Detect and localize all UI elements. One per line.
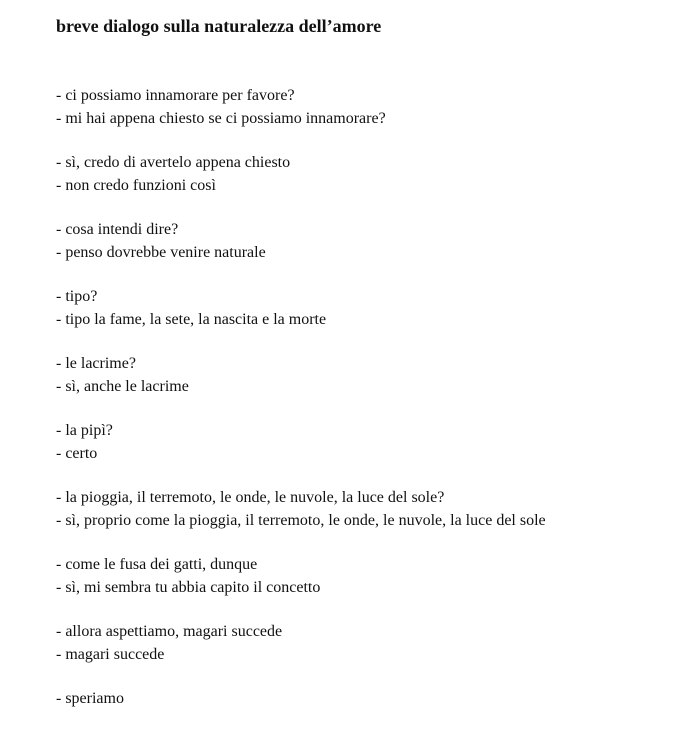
dialogue-line: - non credo funzioni così bbox=[56, 176, 216, 194]
dialogue-line: - sì, anche le lacrime bbox=[56, 377, 189, 395]
stanza bbox=[56, 219, 676, 264]
stanza bbox=[56, 487, 676, 532]
stanza bbox=[56, 621, 676, 666]
dialogue-line: - penso dovrebbe venire naturale bbox=[56, 243, 266, 261]
dialogue bbox=[56, 85, 676, 711]
stanza bbox=[56, 353, 676, 398]
dialogue-line: - allora aspettiamo, magari succede bbox=[56, 623, 283, 640]
dialogue-line: - sì, credo di avertelo appena chiesto bbox=[56, 154, 291, 171]
dialogue-line: - certo bbox=[56, 444, 98, 462]
dialogue-line: - cosa intendi dire? bbox=[56, 221, 179, 238]
dialogue-line: - ci possiamo innamorare per favore? bbox=[56, 87, 295, 104]
stanza bbox=[56, 688, 676, 711]
dialogue-line: - speriamo bbox=[56, 690, 124, 707]
dialogue-line: - tipo la fame, la sete, la nascita e la morte bbox=[56, 310, 327, 328]
document-page bbox=[56, 14, 676, 733]
dialogue-line: - la pioggia, il terremoto, le onde, le nuvole, la luce del sole? bbox=[56, 489, 445, 506]
dialogue-line: - sì, mi sembra tu abbia capito il concetto bbox=[56, 578, 321, 596]
dialogue-line: - come le fusa dei gatti, dunque bbox=[56, 556, 258, 573]
dialogue-line: - mi hai appena chiesto se ci possiamo innamorare? bbox=[56, 109, 386, 127]
poem-title: breve dialogo sulla naturalezza dell’amore bbox=[56, 16, 382, 36]
stanza bbox=[56, 420, 676, 465]
dialogue-line: - magari succede bbox=[56, 645, 165, 663]
stanza bbox=[56, 152, 676, 197]
stanza bbox=[56, 85, 676, 130]
dialogue-line: - tipo? bbox=[56, 288, 98, 305]
stanza bbox=[56, 554, 676, 599]
dialogue-line: - la pipì? bbox=[56, 422, 113, 439]
dialogue-line: - sì, proprio come la pioggia, il terremoto, le onde, le nuvole, la luce del sole bbox=[56, 511, 546, 529]
stanza bbox=[56, 286, 676, 331]
dialogue-line: - le lacrime? bbox=[56, 355, 136, 372]
